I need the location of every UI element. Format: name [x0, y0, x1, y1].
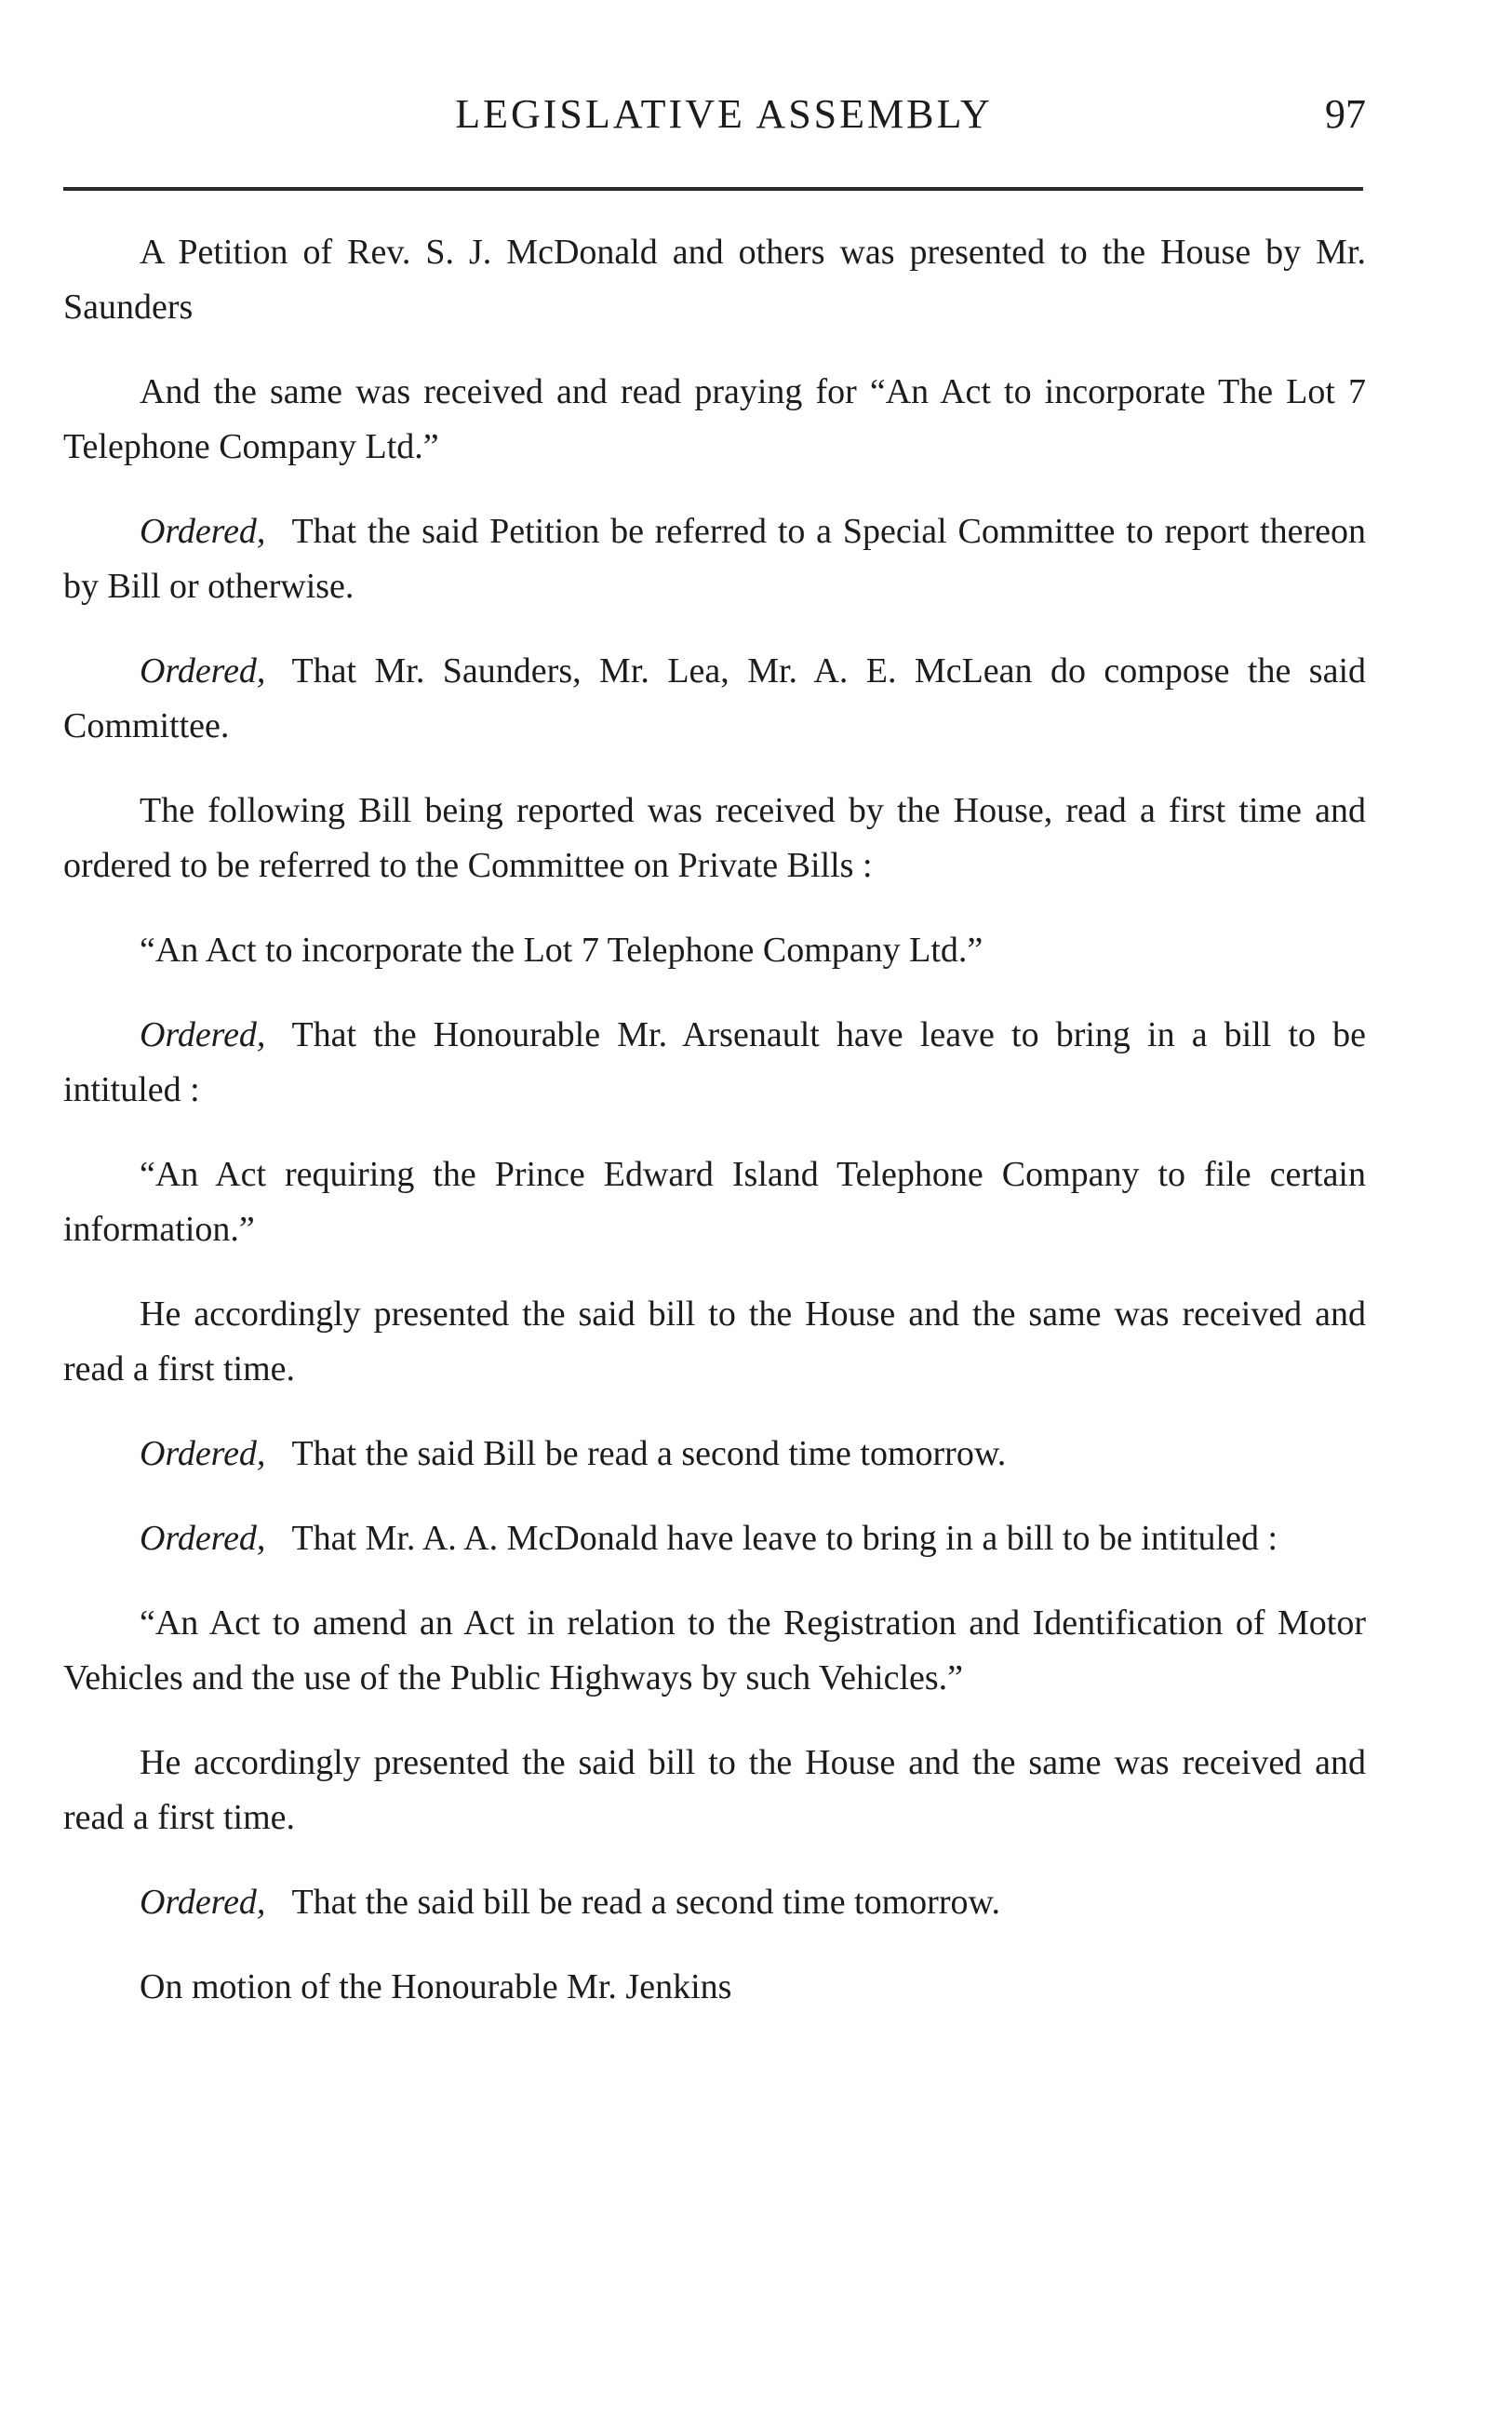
paragraph-ordered-second-reading — [63, 1427, 1366, 1482]
paragraph-text: That the said bill be read a second time tomorrow. — [291, 1883, 1000, 1922]
paragraph-text: And the same was received and read praying for “An Act to incorporate The Lot 7 Telephone Company Ltd.” — [63, 372, 1366, 466]
paragraph-motion-jenkins — [63, 1960, 1366, 2015]
paragraph-text: On motion of the Honourable Mr. Jenkins — [140, 1967, 732, 2006]
paragraph-text: A Petition of Rev. S. J. McDonald and others was presented to the House by Mr. Saunders — [63, 233, 1366, 327]
paragraph-text: That the Honourable Mr. Arsenault have leave to bring in a bill to be intituled : — [63, 1015, 1366, 1109]
document-body — [63, 225, 1366, 2045]
paragraph-text: That the said Petition be referred to a Special Committee to report thereon by Bill or otherwise. — [63, 512, 1366, 606]
paragraph-bill-reported — [63, 784, 1366, 893]
paragraph-text: “An Act to incorporate the Lot 7 Telephone Company Ltd.” — [140, 931, 983, 970]
paragraph-text: He accordingly presented the said bill to the House and the same was received and read a first time. — [63, 1743, 1366, 1837]
paragraph-text: “An Act to amend an Act in relation to the Registration and Identification of Motor Vehicles and the use of the Public Highways by such Vehicles.” — [63, 1603, 1366, 1697]
ordered-label: Ordered, — [140, 1015, 266, 1054]
paragraph-ordered-second-reading-2 — [63, 1875, 1366, 1930]
paragraph-presented-second — [63, 1736, 1366, 1845]
paragraph-presented-first — [63, 1287, 1366, 1397]
paragraph-text: “An Act requiring the Prince Edward Island Telephone Company to file certain information.” — [63, 1155, 1366, 1249]
paragraph-text: He accordingly presented the said bill to the House and the same was received and read a first time. — [63, 1294, 1366, 1388]
paragraph-petition — [63, 225, 1366, 335]
paragraph-text: That Mr. A. A. McDonald have leave to bring in a bill to be intituled : — [291, 1519, 1278, 1558]
header-rule — [63, 187, 1363, 191]
paragraph-act-title-motor-vehicles — [63, 1596, 1366, 1706]
ordered-label: Ordered, — [140, 1434, 266, 1473]
paragraph-text: That Mr. Saunders, Mr. Lea, Mr. A. E. McLean do compose the said Committee. — [63, 651, 1366, 745]
ordered-label: Ordered, — [140, 1519, 266, 1558]
paragraph-ordered-arsenault — [63, 1008, 1366, 1118]
paragraph-ordered-referral — [63, 504, 1366, 614]
paragraph-ordered-committee — [63, 644, 1366, 754]
ordered-label: Ordered, — [140, 651, 266, 691]
page-header — [63, 82, 1366, 147]
paragraph-text: The following Bill being reported was received by the House, read a first time and ordered to be referred to the Committee on Private Bills : — [63, 791, 1366, 885]
paragraph-act-title-pei-telephone — [63, 1147, 1366, 1257]
ordered-label: Ordered, — [140, 512, 266, 551]
page-title: LEGISLATIVE ASSEMBLY — [455, 91, 993, 137]
ordered-label: Ordered, — [140, 1883, 266, 1922]
paragraph-petition-received — [63, 365, 1366, 475]
paragraph-text: That the said Bill be read a second time tomorrow. — [291, 1434, 1007, 1473]
paragraph-act-title-lot7 — [63, 923, 1366, 978]
paragraph-ordered-mcdonald — [63, 1511, 1366, 1566]
page-number: 97 — [1325, 91, 1366, 137]
